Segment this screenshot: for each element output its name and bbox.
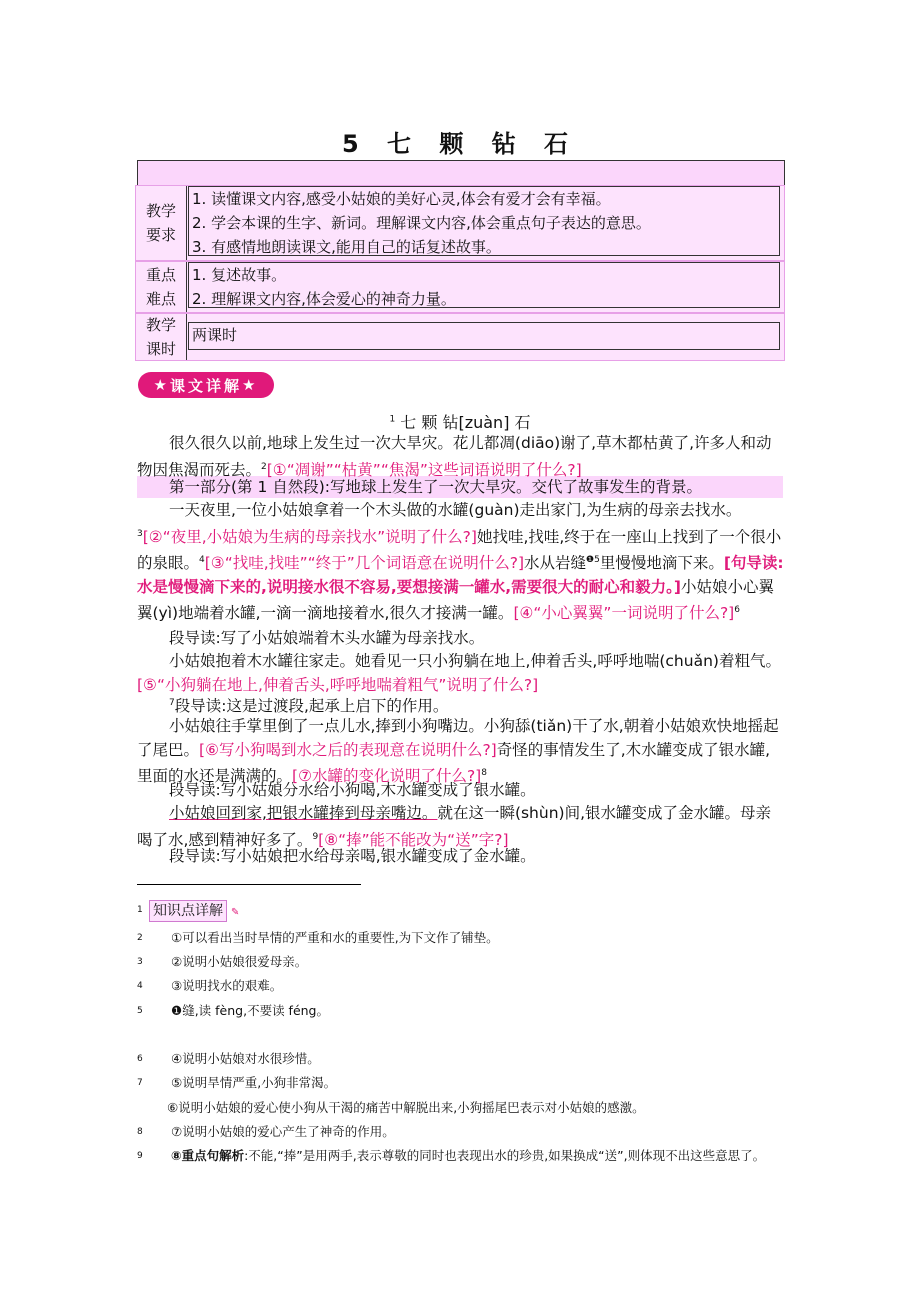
lesson-title: $^1$ 七 颗 钻[zuàn] 石 bbox=[389, 413, 531, 432]
paragraph-2: 一天夜里,一位小姑娘拿着一个木头做的水罐(guàn)走出家门,为生病的母亲去找水。$^3$[②“夜里,小姑娘为生病的母亲找水”说明了什么?]她找哇,找哇,终于在一座山上找到了一个很小的泉眼。$^4$[③“找哇,找哇”“终于”几个词语意在说明什么?]水从岩缝$^{❶5}$里慢慢地滴下来。[句导读:水是慢慢滴下来的,说明接水很不容易,要想接满一罐水,需要很大的耐心和毅力。]小姑娘小心翼翼(yì)地端着水罐,一滴一滴地接着水,很久才接满一罐。[④“小心翼翼”一词说明了什么?]$^6$ bbox=[137, 501, 784, 623]
row-label: 教学 课时 bbox=[136, 314, 187, 360]
table-header-bar bbox=[137, 160, 785, 186]
section-badge: ★ 课文详解 ★ bbox=[138, 372, 274, 398]
footnote-8: 8 ⑦说明小姑娘的爱心产生了神奇的作用。 bbox=[137, 1124, 395, 1139]
footnote-7b: ⑥说明小姑娘的爱心使小狗从干渴的痛苦中解脱出来,小狗摇尾巴表示对小姑娘的感激。 bbox=[167, 1100, 645, 1115]
knowledge-point-label: 知识点详解 bbox=[149, 900, 227, 922]
table-row-periods bbox=[135, 313, 785, 361]
row-label: 重点 难点 bbox=[136, 262, 187, 312]
footnote-1: 1 知识点详解 ✎ bbox=[137, 900, 785, 923]
paragraph-1: 很久很久以前,地球上发生过一次大旱灾。花儿都凋(diāo)谢了,草木都枯黄了,许多人和动物因焦渴而死去。$^2$[①“凋谢”“枯黄”“焦渴”这些词语说明了什么?] bbox=[137, 434, 772, 479]
paragraph-guide-2: 段导读:写了小姑娘端着木头水罐为母亲找水。 bbox=[169, 629, 485, 647]
paragraph-guide-5: 段导读:写小姑娘把水给母亲喝,银水罐变成了金水罐。 bbox=[169, 847, 536, 865]
row-content bbox=[188, 262, 780, 308]
footnote-5: 5 ❶缝,读 fèng,不要读 féng。 bbox=[137, 1003, 329, 1018]
paragraph-guide-4: 段导读:写小姑娘分水给小狗喝,木水罐变成了银水罐。 bbox=[169, 781, 536, 799]
footnote-7: 7 ⑤说明旱情严重,小狗非常渴。 bbox=[137, 1075, 337, 1090]
pencil-icon: ✎ bbox=[230, 907, 240, 918]
table-row-key-points bbox=[135, 261, 785, 313]
part-summary: 第一部分(第 1 自然段):写地球上发生了一次大旱灾。交代了故事发生的背景。 bbox=[169, 478, 703, 496]
footnote-6: 6 ④说明小姑娘对水很珍惜。 bbox=[137, 1051, 320, 1066]
footnote-divider bbox=[137, 884, 361, 885]
footnote-3: 3 ②说明小姑娘很爱母亲。 bbox=[137, 954, 308, 969]
paragraph-5: 小姑娘回到家,把银水罐捧到母亲嘴边。就在这一瞬(shùn)间,银水罐变成了金水罐。母亲喝了水,感到精神好多了。$^9$[⑧“捧”能不能改为“送”字?] bbox=[137, 804, 772, 849]
footnote-9: 9 ⑧重点句解析:不能,“捧”是用两手,表示尊敬的同时也表现出水的珍贵,如果换成“送”,则体现不出这些意思了。 bbox=[137, 1148, 766, 1163]
row-content bbox=[188, 186, 780, 256]
footnote-2: 2 ①可以看出当时旱情的严重和水的重要性,为下文作了铺垫。 bbox=[137, 930, 499, 945]
list-item: 1. 复述故事。 bbox=[192, 266, 287, 284]
list-item: 2. 学会本课的生字、新词。理解课文内容,体会重点句子表达的意思。 bbox=[192, 214, 651, 232]
list-item: 两课时 bbox=[192, 326, 238, 344]
table-row-requirements bbox=[135, 185, 785, 261]
star-icon: ★ bbox=[242, 376, 259, 394]
list-item: 1. 读懂课文内容,感受小姑娘的美好心灵,体会有爱才会有幸福。 bbox=[192, 190, 611, 208]
row-label: 教学 要求 bbox=[136, 186, 187, 260]
paragraph-guide-3: $^7$段导读:这是过渡段,起承上启下的作用。 bbox=[169, 697, 449, 716]
paragraph-4: 小姑娘往手掌里倒了一点儿水,捧到小狗嘴边。小狗舔(tiǎn)干了水,朝着小姑娘欢快地摇起了尾巴。[⑥写小狗喝到水之后的表现意在说明什么?]奇怪的事情发生了,木水罐变成了银水罐,里面的水还是满满的。[⑦水罐的变化说明了什么?]$^8$ bbox=[137, 717, 779, 786]
paragraph-3: 小姑娘抱着木水罐往家走。她看见一只小狗躺在地上,伸着舌头,呼呼地喘(chuǎn)着粗气。[⑤“小狗躺在地上,伸着舌头,呼呼地喘着粗气”说明了什么?] bbox=[137, 652, 781, 694]
list-item: 3. 有感情地朗读课文,能用自己的话复述故事。 bbox=[192, 238, 501, 256]
page-title: 5 七 颗 钻 石 bbox=[341, 130, 579, 158]
footnote-4: 4 ③说明找水的艰难。 bbox=[137, 978, 283, 993]
list-item: 2. 理解课文内容,体会爱心的神奇力量。 bbox=[192, 290, 456, 308]
row-content bbox=[188, 322, 780, 350]
star-icon: ★ bbox=[153, 376, 170, 394]
